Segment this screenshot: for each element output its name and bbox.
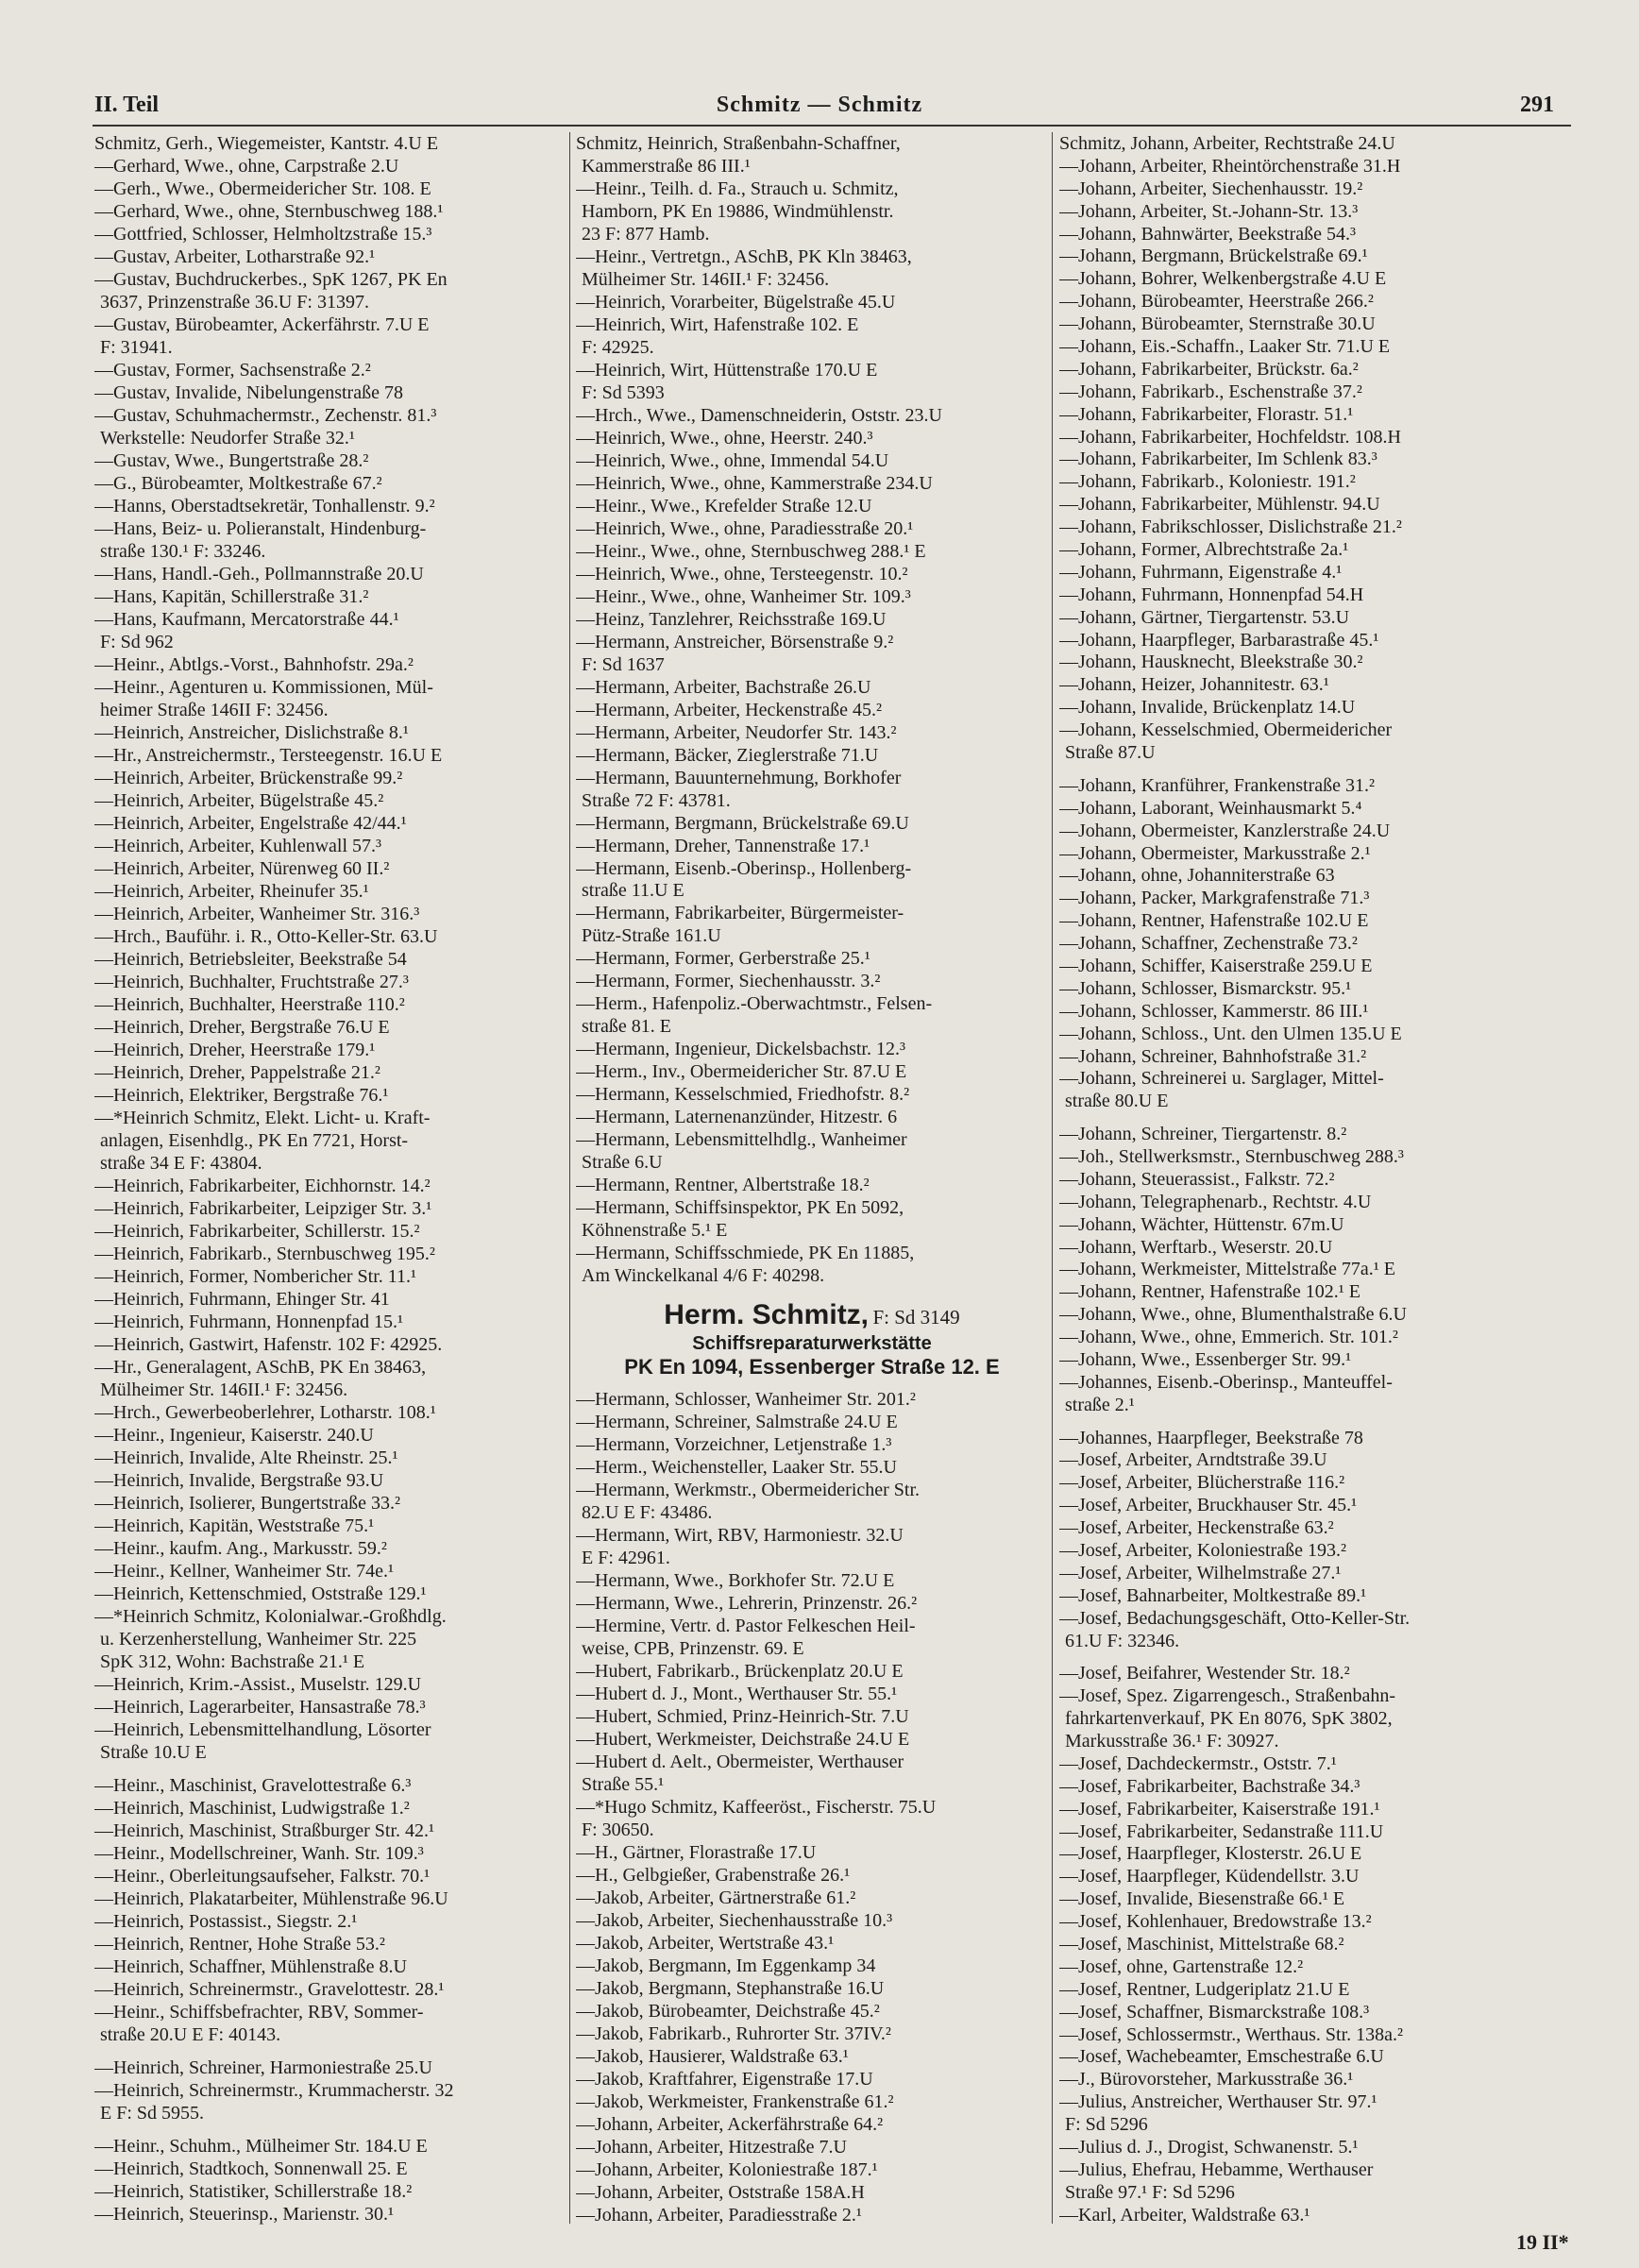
directory-entry: —Josef, Fabrikarbeiter, Sedanstraße 111.U (1059, 1821, 1384, 1842)
directory-entry: —Heinr., Modellschreiner, Wanh. Str. 109.³ (94, 1844, 424, 1864)
directory-entry: —Jakob, Bürobeamter, Deichstraße 45.² (576, 2001, 880, 2022)
directory-entry-continuation: F: 31941. (100, 338, 173, 358)
directory-entry: —Heinr., Maschinist, Gravelottestraße 6.³ (94, 1776, 412, 1796)
directory-entry: —Johann, Gärtner, Tiergartenstr. 53.U (1059, 607, 1350, 628)
directory-entry: —Hermann, Anstreicher, Börsenstraße 9.² (576, 632, 894, 652)
directory-entry: —Johann, Wächter, Hüttenstr. 67m.U (1059, 1214, 1344, 1235)
header-rule (93, 125, 1571, 127)
directory-entry: —Heinrich, Kapitän, Weststraße 75.¹ (94, 1516, 375, 1536)
directory-entry: —Hermann, Ingenieur, Dickelsbachstr. 12.³ (576, 1040, 905, 1060)
directory-entry: —Johann, Wwe., ohne, Blumenthalstraße 6.U (1059, 1305, 1407, 1326)
directory-entry-continuation: F: 42925. (582, 337, 654, 358)
directory-entry: —Johann, Schreinerei u. Sarglager, Mittel- (1059, 1069, 1384, 1090)
directory-entry: —Gustav, Invalide, Nibelungenstraße 78 (94, 383, 403, 403)
directory-entry: —Johann, Invalide, Brückenplatz 14.U (1059, 698, 1356, 719)
directory-entry: —Heinrich, Schaffner, Mühlenstraße 8.U (94, 1957, 407, 1977)
directory-entry-continuation: E F: 42961. (582, 1549, 670, 1569)
directory-entry: —Heinrich, Fuhrmann, Ehinger Str. 41 (94, 1290, 390, 1310)
directory-entry: —Jakob, Kraftfahrer, Eigenstraße 17.U (576, 2069, 873, 2090)
directory-entry: —Johann, Arbeiter, Hitzestraße 7.U (576, 2137, 847, 2158)
directory-entry: —Heinrich, Fabrikarb., Sternbuschweg 195.² (94, 1244, 435, 1264)
directory-entry: —Heinrich, Dreher, Heerstraße 179.¹ (94, 1041, 376, 1060)
directory-entry: —Johann, Schiffer, Kaiserstraße 259.U E (1059, 956, 1373, 976)
directory-entry: —Josef, Schaffner, Bismarckstraße 108.³ (1059, 2002, 1370, 2023)
directory-entry: —Johann, Arbeiter, Oststraße 158A.H (576, 2182, 865, 2203)
directory-entry: —Josef, Arbeiter, Blücherstraße 116.² (1059, 1473, 1345, 1494)
directory-entry: —Hubert d. Aelt., Obermeister, Werthauser (576, 1752, 904, 1772)
directory-entry: —Heinrich, Betriebsleiter, Beekstraße 54 (94, 950, 407, 970)
directory-entry: —Hans, Kaufmann, Mercatorstraße 44.¹ (94, 610, 399, 630)
directory-entry: —Johann, Heizer, Johannitestr. 63.¹ (1059, 675, 1329, 696)
directory-entry: —Johann, Obermeister, Kanzlerstraße 24.U (1059, 821, 1391, 841)
directory-entry-continuation: 3637, Prinzenstraße 36.U F: 31397. (100, 293, 369, 313)
directory-entry: —Johann, Arbeiter, Rheintörchenstraße 31.H (1059, 156, 1401, 177)
directory-entry: —Gustav, Former, Sachsenstraße 2.² (94, 361, 371, 381)
directory-entry-continuation: straße 81. E (582, 1017, 671, 1038)
directory-entry: —Jakob, Bergmann, Im Eggenkamp 34 (576, 1955, 876, 1976)
directory-entry-continuation: F: Sd 1637 (582, 654, 665, 675)
directory-entry: —Johann, Packer, Markgrafenstraße 71.³ (1059, 889, 1370, 909)
directory-entry-continuation: straße 11.U E (582, 881, 684, 902)
directory-entry: —Hermann, Wwe., Borkhofer Str. 72.U E (576, 1571, 895, 1592)
directory-entry: —Heinrich, Dreher, Bergstraße 76.U E (94, 1018, 390, 1038)
directory-entry: —Gustav, Schuhmachermstr., Zechenstr. 81.³ (94, 406, 437, 426)
directory-entry: —Heinrich, Wirt, Hafenstraße 102. E (576, 314, 859, 335)
directory-entry: —*Hugo Schmitz, Kaffeeröst., Fischerstr. 75.U (576, 1797, 937, 1818)
directory-entry: —Herm., Weichensteller, Laaker Str. 55.U (576, 1458, 897, 1479)
directory-entry: —Johann, ohne, Johanniterstraße 63 (1059, 866, 1335, 887)
directory-entry: —Hr., Generalagent, ASchB, PK En 38463, (94, 1358, 427, 1378)
directory-entry: —Heinrich, Krim.-Assist., Muselstr. 129.U (94, 1675, 422, 1695)
directory-entry-continuation: Hamborn, PK En 19886, Windmühlenstr. (582, 201, 894, 222)
directory-entry: —Johann, Fuhrmann, Honnenpfad 54.H (1059, 584, 1364, 605)
entry-gap (1059, 1418, 1574, 1426)
directory-entry: —Josef, Fabrikarbeiter, Kaiserstraße 191.¹ (1059, 1799, 1380, 1819)
directory-entry-continuation: straße 34 E F: 43804. (100, 1154, 262, 1174)
directory-entry-continuation: heimer Straße 146II F: 32456. (100, 701, 329, 720)
directory-entry: —Johann, Schaffner, Zechenstraße 73.² (1059, 934, 1358, 955)
directory-entry-continuation: 82.U E F: 43486. (582, 1503, 713, 1524)
directory-entry: —*Heinrich Schmitz, Elekt. Licht- u. Kraft- (94, 1109, 431, 1128)
directory-entry: —Hermann, Fabrikarbeiter, Bürgermeister- (576, 904, 904, 924)
directory-entry-continuation: weise, CPB, Prinzenstr. 69. E (582, 1639, 804, 1660)
directory-entry: —Gottfried, Schlosser, Helmholtzstraße 15.³ (94, 225, 432, 245)
directory-entry: —Heinr., Wwe., ohne, Sternbuschweg 288.¹ E (576, 541, 926, 562)
directory-entry: —Johann, Fabrikschlosser, Dislichstraße 21.² (1059, 517, 1402, 538)
directory-entry: —Heinrich, Schreiner, Harmoniestraße 25.U (94, 2058, 432, 2078)
directory-entry: —Heinrich, Fuhrmann, Honnenpfad 15.¹ (94, 1312, 404, 1332)
directory-entry: —Heinrich, Arbeiter, Engelstraße 42/44.¹ (94, 814, 407, 834)
directory-entry: —Heinr., kaufm. Ang., Markusstr. 59.² (94, 1539, 387, 1559)
directory-entry-continuation: Straße 10.U E (100, 1743, 207, 1763)
directory-entry: —Heinr., Oberleitungsaufseher, Falkstr. 70.¹ (94, 1867, 431, 1887)
directory-entry-continuation: fahrkartenverkauf, PK En 8076, SpK 3802, (1065, 1709, 1393, 1730)
directory-entry: —Karl, Arbeiter, Waldstraße 63.¹ (1059, 2205, 1310, 2226)
directory-entry-continuation: Straße 72 F: 43781. (582, 790, 731, 811)
directory-entry: —Gustav, Buchdruckerbes., SpK 1267, PK En (94, 270, 448, 290)
directory-entry: —Johann, Telegraphenarb., Rechtstr. 4.U (1059, 1192, 1372, 1212)
directory-entry: —Heinrich, Anstreicher, Dislichstraße 8.¹ (94, 723, 409, 743)
directory-entry-continuation: straße 130.¹ F: 33246. (100, 542, 266, 562)
directory-entry: —Heinrich, Wwe., ohne, Paradiesstraße 20.¹ (576, 518, 914, 539)
directory-entry: —Heinrich, Stadtkoch, Sonnenwall 25. E (94, 2159, 408, 2179)
directory-entry: —Heinrich, Buchhalter, Heerstraße 110.² (94, 995, 405, 1015)
directory-entry: —Johann, Fabrikarbeiter, Florastr. 51.¹ (1059, 404, 1354, 425)
directory-entry: —Heinrich, Wwe., ohne, Tersteegenstr. 10.² (576, 564, 908, 584)
directory-entry: —Hermann, Schreiner, Salmstraße 24.U E (576, 1413, 898, 1433)
directory-entry: —Heinr., Vertretgn., ASchB, PK Kln 38463, (576, 246, 912, 267)
directory-entry: —Johann, Arbeiter, Siechenhausstr. 19.² (1059, 178, 1363, 199)
directory-entry: —Johann, Arbeiter, St.-Johann-Str. 13.³ (1059, 201, 1359, 222)
directory-entry: —Jakob, Werkmeister, Frankenstraße 61.² (576, 2091, 894, 2112)
column-divider (569, 132, 570, 2224)
directory-entry: —Josef, Bedachungsgeschäft, Otto-Keller-Str. (1059, 1608, 1411, 1629)
entry-gap (1059, 1653, 1574, 1661)
directory-entry: —Heinrich, Invalide, Bergstraße 93.U (94, 1471, 384, 1491)
directory-entry: —Heinz, Tanzlehrer, Reichsstraße 169.U (576, 609, 887, 630)
directory-entry: —Heinr., Schuhm., Mülheimer Str. 184.U E (94, 2137, 428, 2157)
directory-entry: —Heinrich, Fabrikarbeiter, Leipziger Str. 3.¹ (94, 1199, 432, 1219)
ad-business-name: Herm. Schmitz, (664, 1299, 870, 1331)
directory-entry: —Hermann, Wirt, RBV, Harmoniestr. 32.U (576, 1526, 904, 1547)
directory-entry: —Heinrich, Steuerinsp., Marienstr. 30.¹ (94, 2205, 395, 2225)
directory-entry: —Heinr., Schiffsbefrachter, RBV, Sommer- (94, 2003, 424, 2023)
directory-entry-continuation: 23 F: 877 Hamb. (582, 224, 710, 245)
directory-entry: —Hubert, Werkmeister, Deichstraße 24.U E (576, 1729, 910, 1750)
directory-entry: —Julius, Anstreicher, Werthauser Str. 97.¹ (1059, 2092, 1377, 2113)
directory-entry: —Johann, Fuhrmann, Eigenstraße 4.¹ (1059, 562, 1343, 583)
directory-entry: —Josef, Wachebeamter, Emschestraße 6.U (1059, 2047, 1384, 2068)
column-2 (576, 134, 1048, 2226)
directory-entry: —Hermann, Schlosser, Wanheimer Str. 201.² (576, 1390, 916, 1411)
directory-entry: —Johann, Fabrikarb., Koloniestr. 191.² (1059, 472, 1356, 493)
directory-entry: —Jakob, Arbeiter, Siechenhausstraße 10.³ (576, 1910, 893, 1931)
directory-entry-continuation: F: Sd 5296 (1065, 2115, 1148, 2136)
directory-entry: —Heinrich, Arbeiter, Bügelstraße 45.² (94, 791, 384, 811)
directory-entry: —Herm., Hafenpoliz.-Oberwachtmstr., Felsen- (576, 994, 933, 1015)
directory-entry: —Hermann, Schiffsschmiede, PK En 11885, (576, 1244, 915, 1264)
directory-entry-continuation: Am Winckelkanal 4/6 F: 40298. (582, 1266, 825, 1287)
directory-entry: —Johann, Schlosser, Bismarckstr. 95.¹ (1059, 978, 1352, 999)
directory-entry: —Hermann, Bergmann, Brückelstraße 69.U (576, 813, 909, 834)
directory-entry: —Heinrich, Maschinist, Ludwigstraße 1.² (94, 1799, 410, 1819)
directory-entry: —Heinrich, Vorarbeiter, Bügelstraße 45.U (576, 292, 896, 313)
directory-entry-continuation: straße 20.U E F: 40143. (100, 2025, 281, 2045)
directory-entry: —Johann, Eis.-Schaffn., Laaker Str. 71.U E (1059, 337, 1391, 358)
directory-entry: —Josef, Haarpfleger, Klosterstr. 26.U E (1059, 1844, 1362, 1865)
column-divider (1052, 132, 1053, 2224)
directory-entry: —Heinr., Kellner, Wanheimer Str. 74e.¹ (94, 1562, 395, 1582)
running-head: Schmitz — Schmitz (716, 93, 923, 117)
directory-entry-continuation: Straße 55.¹ (582, 1774, 665, 1795)
ad-phone: F: Sd 3149 (872, 1306, 960, 1329)
directory-entry: —Hermann, Former, Gerberstraße 25.¹ (576, 949, 870, 970)
directory-entry: —Heinr., Abtlgs.-Vorst., Bahnhofstr. 29a.² (94, 655, 414, 675)
directory-entry-continuation: Mülheimer Str. 146II.¹ F: 32456. (582, 269, 830, 290)
directory-entry: —Johann, Bahnwärter, Beekstraße 54.³ (1059, 224, 1356, 245)
directory-entry: —Jakob, Fabrikarb., Ruhrorter Str. 37IV.² (576, 2023, 891, 2044)
directory-entry: —Josef, Arbeiter, Bruckhauser Str. 45.¹ (1059, 1496, 1358, 1516)
directory-entry-continuation: SpK 312, Wohn: Bachstraße 21.¹ E (100, 1652, 365, 1672)
directory-entry-continuation: Straße 87.U (1065, 743, 1156, 764)
directory-entry: —Hanns, Oberstadtsekretär, Tonhallenstr. 9.² (94, 497, 435, 516)
directory-entry: —Heinrich, Postassist., Siegstr. 2.¹ (94, 1912, 358, 1932)
directory-entry: —Gustav, Wwe., Bungertstraße 28.² (94, 451, 369, 471)
directory-entry-continuation: Markusstraße 36.¹ F: 30927. (1065, 1732, 1279, 1752)
directory-entry: —J., Bürovorsteher, Markusstraße 36.¹ (1059, 2070, 1354, 2090)
directory-entry-continuation: 61.U F: 32346. (1065, 1631, 1180, 1651)
directory-entry: —Johann, Bohrer, Welkenbergstraße 4.U E (1059, 269, 1387, 290)
directory-entry: —Johann, Kesselschmied, Obermeidericher (1059, 720, 1393, 741)
directory-entry: —Johann, Obermeister, Markusstraße 2.¹ (1059, 843, 1371, 864)
column-3 (1059, 134, 1574, 2226)
directory-entry: Schmitz, Gerh., Wiegemeister, Kantstr. 4.U E (94, 134, 439, 154)
directory-entry: —H., Gelbgießer, Grabenstraße 26.¹ (576, 1865, 851, 1886)
directory-entry: —Jakob, Arbeiter, Gärtnerstraße 61.² (576, 1887, 856, 1908)
page-number: 291 (1520, 93, 1554, 117)
directory-entry: —Hubert, Schmied, Prinz-Heinrich-Str. 7.U (576, 1706, 909, 1727)
directory-entry-continuation: F: 30650. (582, 1819, 654, 1840)
directory-entry-continuation: straße 2.¹ (1065, 1395, 1135, 1415)
entry-gap (94, 2126, 566, 2134)
section-label: II. Teil (94, 93, 160, 117)
directory-entry: —Heinr., Agenturen u. Kommissionen, Mül- (94, 678, 433, 698)
directory-entry: —Hr., Anstreichermstr., Tersteegenstr. 16.U E (94, 746, 443, 766)
directory-entry: —Heinrich, Lagerarbeiter, Hansastraße 78.³ (94, 1698, 426, 1718)
directory-entry: —Johann, Rentner, Hafenstraße 102.¹ E (1059, 1282, 1360, 1303)
directory-entry: —Heinrich, Arbeiter, Nürenweg 60 II.² (94, 859, 390, 879)
directory-entry: —Johann, Wwe., ohne, Emmerich. Str. 101.² (1059, 1328, 1398, 1348)
directory-entry: —Hermann, Arbeiter, Neudorfer Str. 143.² (576, 722, 897, 743)
column-1 (94, 134, 566, 2226)
directory-entry: —Johann, Arbeiter, Paradiesstraße 2.¹ (576, 2205, 862, 2226)
directory-entry: —Josef, ohne, Gartenstraße 12.² (1059, 1956, 1304, 1977)
directory-entry: —Heinr., Wwe., ohne, Wanheimer Str. 109.³ (576, 586, 911, 607)
directory-entry: —Gustav, Bürobeamter, Ackerfährstr. 7.U E (94, 315, 430, 335)
directory-entry: —Hans, Kapitän, Schillerstraße 31.² (94, 587, 369, 607)
directory-entry: —Josef, Spez. Zigarrengesch., Straßenbahn- (1059, 1686, 1395, 1707)
entry-gap (94, 1766, 566, 1773)
directory-entry: —Josef, Arbeiter, Koloniestraße 193.² (1059, 1541, 1347, 1561)
directory-entry: —Johann, Arbeiter, Koloniestraße 187.¹ (576, 2159, 878, 2180)
directory-entry-continuation: E F: Sd 5955. (100, 2104, 205, 2124)
directory-entry: —Jakob, Bergmann, Stephanstraße 16.U (576, 1978, 885, 1999)
directory-entry: —Johann, Former, Albrechtstraße 2a.¹ (1059, 540, 1349, 561)
directory-entry: —Heinrich, Buchhalter, Fruchtstraße 27.³ (94, 973, 409, 992)
directory-entry: —Gerhard, Wwe., ohne, Sternbuschweg 188.¹ (94, 202, 444, 222)
directory-entry: —Hubert d. J., Mont., Werthauser Str. 55.¹ (576, 1684, 898, 1704)
directory-entry: —Johannes, Haarpfleger, Beekstraße 78 (1059, 1428, 1363, 1448)
directory-entry: —Johann, Schloss., Unt. den Ulmen 135.U E (1059, 1024, 1402, 1044)
directory-entry: —Julius, Ehefrau, Hebamme, Werthauser (1059, 2159, 1374, 2180)
directory-entry: —Gerhard, Wwe., ohne, Carpstraße 2.U (94, 157, 399, 177)
directory-entry: —Heinrich, Former, Nombericher Str. 11.¹ (94, 1267, 417, 1287)
directory-entry: —Herm., Inv., Obermeidericher Str. 87.U E (576, 1062, 907, 1083)
directory-entry-continuation: F: Sd 962 (100, 633, 174, 652)
directory-entry: —Heinr., Wwe., Krefelder Straße 12.U (576, 496, 872, 516)
directory-entry: —Johann, Steuerassist., Falkstr. 72.² (1059, 1169, 1335, 1190)
directory-entry: —Hermann, Arbeiter, Bachstraße 26.U (576, 677, 871, 698)
directory-entry: —Heinrich, Wwe., ohne, Immendal 54.U (576, 450, 889, 471)
directory-entry: —Johann, Schreiner, Bahnhofstraße 31.² (1059, 1046, 1367, 1067)
directory-entry: —Johann, Fabrikarbeiter, Mühlenstr. 94.U (1059, 495, 1380, 516)
directory-entry: —Johann, Arbeiter, Ackerfährstraße 64.² (576, 2114, 884, 2135)
directory-entry: —Johann, Haarpfleger, Barbarastraße 45.¹ (1059, 630, 1379, 651)
directory-entry: —Hermann, Laternenanzünder, Hitzestr. 6 (576, 1108, 898, 1128)
directory-entry: —Johann, Rentner, Hafenstraße 102.U E (1059, 911, 1369, 932)
directory-entry: —Hrch., Bauführ. i. R., Otto-Keller-Str. 63.U (94, 927, 438, 947)
directory-entry: —Johann, Fabrikarbeiter, Hochfeldstr. 108.H (1059, 427, 1401, 448)
directory-entry: —Heinrich, Arbeiter, Rheinufer 35.¹ (94, 882, 369, 902)
directory-entry-continuation: Köhnenstraße 5.¹ E (582, 1221, 728, 1242)
directory-entry: —Josef, Fabrikarbeiter, Bachstraße 34.³ (1059, 1776, 1360, 1797)
business-advertisement (576, 1289, 1048, 1387)
directory-entry: —Heinrich, Arbeiter, Brückenstraße 99.² (94, 769, 403, 788)
directory-entry: —Johann, Hausknecht, Bleekstraße 30.² (1059, 652, 1363, 673)
directory-entry: —Johann, Fabrikarb., Eschenstraße 37.² (1059, 381, 1362, 402)
directory-entry: —Johann, Bergmann, Brückelstraße 69.¹ (1059, 246, 1368, 267)
directory-entry: —Johann, Bürobeamter, Heerstraße 266.² (1059, 292, 1374, 313)
directory-entry: —Johann, Werkmeister, Mittelstraße 77a.¹ E (1059, 1260, 1395, 1280)
directory-entry: —Josef, Arbeiter, Heckenstraße 63.² (1059, 1518, 1334, 1539)
directory-entry: —Heinrich, Schreinermstr., Krummacherstr. 32 (94, 2081, 454, 2101)
directory-entry: —Heinrich, Lebensmittelhandlung, Lösorter (94, 1720, 431, 1740)
directory-entry: —H., Gärtner, Florastraße 17.U (576, 1842, 817, 1863)
directory-entry: —Heinrich, Plakatarbeiter, Mühlenstraße 96.U (94, 1889, 448, 1909)
directory-entry: —Hermann, Wwe., Lehrerin, Prinzenstr. 26.² (576, 1594, 918, 1615)
directory-entry: —Heinrich, Elektriker, Bergstraße 76.¹ (94, 1086, 389, 1106)
directory-entry: —Heinrich, Schreinermstr., Gravelottestr. 28.¹ (94, 1980, 445, 2000)
directory-entry: —Johann, Laborant, Weinhausmarkt 5.⁴ (1059, 798, 1362, 819)
directory-entry: —Heinrich, Fabrikarbeiter, Schillerstr. 15.² (94, 1222, 420, 1242)
directory-entry: —Hermann, Rentner, Albertstraße 18.² (576, 1176, 870, 1196)
directory-entry: —Johannes, Eisenb.-Oberinsp., Manteuffel- (1059, 1372, 1393, 1393)
directory-entry: —Johann, Fabrikarbeiter, Brückstr. 6a.² (1059, 359, 1359, 380)
directory-entry: —Josef, Arbeiter, Arndtstraße 39.U (1059, 1450, 1327, 1471)
directory-entry: —Johann, Werftarb., Weserstr. 20.U (1059, 1237, 1333, 1258)
directory-entry: —Hans, Handl.-Geh., Pollmannstraße 20.U (94, 565, 424, 584)
directory-entry: —Josef, Dachdeckermstr., Oststr. 7.¹ (1059, 1753, 1337, 1774)
directory-entry: —Hermann, Vorzeichner, Letjenstraße 1.³ (576, 1435, 892, 1456)
directory-entry: —Heinrich, Isolierer, Bungertstraße 33.² (94, 1494, 400, 1514)
directory-entry: —Heinrich, Arbeiter, Kuhlenwall 57.³ (94, 837, 382, 856)
directory-entry: —Hubert, Fabrikarb., Brückenplatz 20.U E (576, 1662, 904, 1682)
directory-entry: —Heinrich, Wwe., ohne, Kammerstraße 234.U (576, 473, 933, 494)
directory-entry: —Josef, Invalide, Biesenstraße 66.¹ E (1059, 1889, 1345, 1910)
directory-entry: —Johann, Bürobeamter, Sternstraße 30.U (1059, 314, 1376, 335)
directory-entry: —Jakob, Hausierer, Waldstraße 63.¹ (576, 2046, 849, 2067)
directory-entry: —Heinrich, Arbeiter, Wanheimer Str. 316.³ (94, 905, 420, 924)
printer-signature: 19 II* (1516, 2230, 1569, 2254)
ad-subtitle: Schiffsreparaturwerkstätte (692, 1333, 932, 1355)
directory-entry-continuation: Pütz-Straße 161.U (582, 926, 721, 947)
directory-entry-continuation: straße 80.U E (1065, 1092, 1169, 1112)
ad-address: PK En 1094, Essenberger Straße 12. E (624, 1355, 1000, 1379)
directory-entry: —Josef, Rentner, Ludgeriplatz 21.U E (1059, 1979, 1350, 2000)
directory-entry: —Hermann, Schiffsinspektor, PK En 5092, (576, 1198, 904, 1219)
directory-entry: —Hrch., Wwe., Damenschneiderin, Oststr. 23.U (576, 405, 942, 426)
directory-entry: —Heinrich, Maschinist, Straßburger Str. 42.¹ (94, 1821, 435, 1841)
directory-entry: —Jakob, Arbeiter, Wertstraße 43.¹ (576, 1933, 835, 1954)
directory-entry: —Heinrich, Wwe., ohne, Heerstr. 240.³ (576, 428, 873, 449)
directory-entry: —Hermann, Former, Siechenhausstr. 3.² (576, 972, 881, 992)
directory-entry: —Josef, Bahnarbeiter, Moltkestraße 89.¹ (1059, 1585, 1367, 1606)
directory-entry-continuation: Mülheimer Str. 146II.¹ F: 32456. (100, 1380, 348, 1400)
directory-entry: —Hermann, Kesselschmied, Friedhofstr. 8.² (576, 1085, 910, 1106)
directory-entry: —Heinrich, Wirt, Hüttenstraße 170.U E (576, 360, 878, 381)
entry-gap (94, 2048, 566, 2056)
directory-entry: —Josef, Haarpfleger, Küdendellstr. 3.U (1059, 1867, 1360, 1887)
directory-entry: —Johann, Fabrikarbeiter, Im Schlenk 83.³ (1059, 449, 1377, 470)
directory-entry: —Heinr., Teilh. d. Fa., Strauch u. Schmitz, (576, 178, 899, 199)
directory-entry: —Julius d. J., Drogist, Schwanenstr. 5.¹ (1059, 2138, 1359, 2158)
directory-entry: —Josef, Maschinist, Mittelstraße 68.² (1059, 1935, 1344, 1955)
entry-gap (1059, 766, 1574, 773)
directory-entry: —Josef, Kohlenhauer, Bredowstraße 13.² (1059, 1912, 1372, 1933)
directory-entry-continuation: Straße 97.¹ F: Sd 5296 (1065, 2182, 1235, 2203)
directory-entry: —Hrch., Gewerbeoberlehrer, Lotharstr. 108.¹ (94, 1403, 436, 1423)
directory-entry: —Johann, Kranführer, Frankenstraße 31.² (1059, 775, 1375, 796)
directory-entry: —*Heinrich Schmitz, Kolonialwar.-Großhdlg. (94, 1607, 447, 1627)
directory-entry: —Johann, Schlosser, Kammerstr. 86 III.¹ (1059, 1001, 1369, 1022)
directory-entry: —Hermann, Arbeiter, Heckenstraße 45.² (576, 700, 882, 720)
directory-entry: —Hermine, Vertr. d. Pastor Felkeschen Heil- (576, 1616, 916, 1637)
directory-entry: —Gerh., Wwe., Obermeidericher Str. 108. E (94, 179, 431, 199)
directory-entry: —Johann, Wwe., Essenberger Str. 99.¹ (1059, 1349, 1352, 1370)
directory-entry: —Johann, Schreiner, Tiergartenstr. 8.² (1059, 1125, 1347, 1145)
directory-entry: —Hermann, Bauunternehmung, Borkhofer (576, 768, 902, 788)
directory-entry: —Heinrich, Kettenschmied, Oststraße 129.¹ (94, 1584, 427, 1604)
directory-entry-continuation: F: Sd 5393 (582, 382, 665, 403)
directory-entry-continuation: anlagen, Eisenhdlg., PK En 7721, Horst- (100, 1131, 409, 1151)
entry-gap (1059, 1114, 1574, 1122)
directory-entry: —Hermann, Eisenb.-Oberinsp., Hollenberg- (576, 858, 912, 879)
directory-entry-continuation: Straße 6.U (582, 1153, 663, 1174)
directory-entry: —G., Bürobeamter, Moltkestraße 67.² (94, 474, 382, 494)
directory-entry: —Heinrich, Rentner, Hohe Straße 53.² (94, 1935, 385, 1955)
directory-entry: —Hermann, Lebensmittelhdlg., Wanheimer (576, 1130, 907, 1151)
directory-entry: —Hermann, Dreher, Tannenstraße 17.¹ (576, 836, 870, 856)
directory-entry-continuation: Kammerstraße 86 III.¹ (582, 156, 751, 177)
directory-entry: —Gustav, Arbeiter, Lotharstraße 92.¹ (94, 247, 376, 267)
directory-entry: —Heinr., Ingenieur, Kaiserstr. 240.U (94, 1426, 374, 1446)
directory-entry: Schmitz, Heinrich, Straßenbahn-Schaffner, (576, 134, 901, 154)
directory-entry: —Josef, Beifahrer, Westender Str. 18.² (1059, 1664, 1350, 1684)
directory-entry-continuation: Werkstelle: Neudorfer Straße 32.¹ (100, 429, 355, 449)
directory-entry: Schmitz, Johann, Arbeiter, Rechtstraße 24.U (1059, 134, 1395, 154)
directory-entry: —Hans, Beiz- u. Polieranstalt, Hindenburg- (94, 519, 427, 539)
directory-entry-continuation: u. Kerzenherstellung, Wanheimer Str. 225 (100, 1630, 417, 1650)
directory-entry: —Heinrich, Invalide, Alte Rheinstr. 25.¹ (94, 1448, 398, 1468)
directory-entry: —Hermann, Werkmstr., Obermeidericher Str. (576, 1481, 921, 1501)
directory-entry: —Heinrich, Statistiker, Schillerstraße 18.² (94, 2182, 413, 2202)
directory-entry: —Hermann, Bäcker, Zieglerstraße 71.U (576, 745, 879, 766)
directory-entry: —Heinrich, Gastwirt, Hafenstr. 102 F: 42925. (94, 1335, 443, 1355)
directory-entry: —Heinrich, Dreher, Pappelstraße 21.² (94, 1063, 380, 1083)
directory-entry: —Josef, Schlossermstr., Werthaus. Str. 138a.² (1059, 2024, 1403, 2045)
directory-entry: —Josef, Arbeiter, Wilhelmstraße 27.¹ (1059, 1563, 1342, 1583)
directory-entry: —Heinrich, Fabrikarbeiter, Eichhornstr. 14.² (94, 1176, 431, 1196)
directory-entry: —Joh., Stellwerksmstr., Sternbuschweg 288.³ (1059, 1146, 1404, 1167)
